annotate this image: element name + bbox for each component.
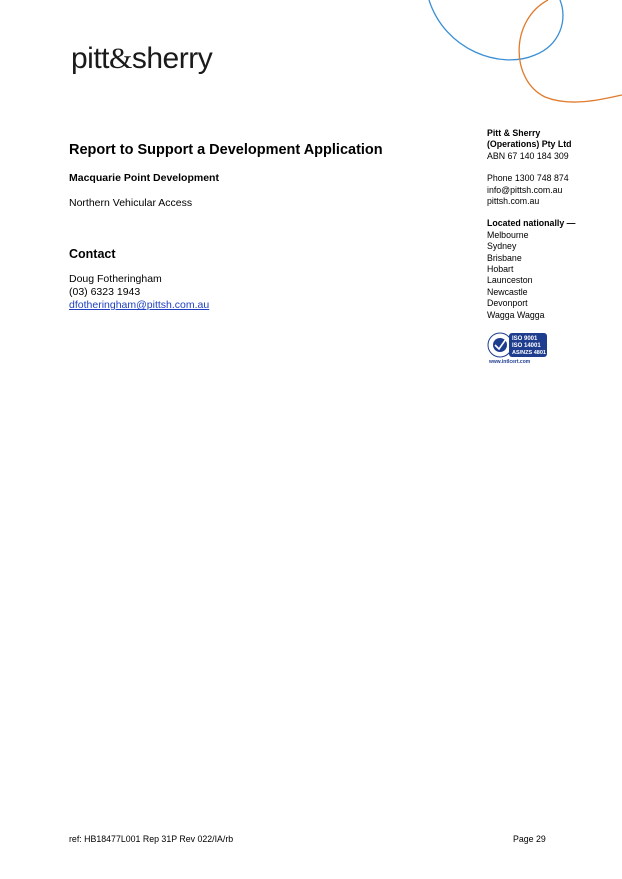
location-item: Sydney xyxy=(487,241,517,252)
location-item: Hobart xyxy=(487,264,514,275)
report-title: Report to Support a Development Application xyxy=(69,142,383,158)
decorative-arcs xyxy=(420,0,622,105)
company-logo xyxy=(71,44,212,74)
locations-heading: Located nationally — xyxy=(487,218,576,229)
company-website: pittsh.com.au xyxy=(487,196,540,207)
cert-iso9001: ISO 9001 xyxy=(512,336,538,342)
footer-page-number: Page 29 xyxy=(513,834,546,844)
company-abn: ABN 67 140 184 309 xyxy=(487,150,569,161)
location-item: Newcastle xyxy=(487,286,528,297)
project-name: Macquarie Point Development xyxy=(69,172,219,184)
contact-name: Doug Fotheringham xyxy=(69,273,162,285)
contact-email-link[interactable]: dfotheringham@pittsh.com.au xyxy=(69,299,210,311)
location-item: Launceston xyxy=(487,275,533,286)
report-subject: Northern Vehicular Access xyxy=(69,197,193,209)
cert-iso14001: ISO 14001 xyxy=(512,343,541,349)
certification-badge xyxy=(487,330,549,364)
cert-asnzs4801: AS/NZS 4801 xyxy=(512,350,546,356)
company-name-line2: (Operations) Pty Ltd xyxy=(487,139,572,150)
company-name-line1: Pitt & Sherry xyxy=(487,128,541,138)
footer-reference: ref: HB18477L001 Rep 31P Rev 022/IA/rb xyxy=(69,834,234,844)
company-phone: Phone 1300 748 874 xyxy=(487,173,569,184)
logo-text-sherry: sherry xyxy=(131,42,213,75)
blue-arc xyxy=(429,0,563,60)
cert-url: www.intlcert.com xyxy=(489,359,531,364)
location-item: Melbourne xyxy=(487,229,529,240)
location-item: Wagga Wagga xyxy=(487,309,545,320)
logo-text-pitt: pitt xyxy=(71,42,110,75)
orange-arc xyxy=(519,0,622,102)
logo-ampersand: & xyxy=(109,42,132,75)
company-email: info@pittsh.com.au xyxy=(487,184,563,195)
contact-details xyxy=(69,273,209,312)
company-sidebar xyxy=(487,128,575,321)
contact-heading: Contact xyxy=(69,247,116,261)
contact-phone: (03) 6323 1943 xyxy=(69,286,141,298)
location-item: Devonport xyxy=(487,298,528,309)
location-item: Brisbane xyxy=(487,252,522,263)
